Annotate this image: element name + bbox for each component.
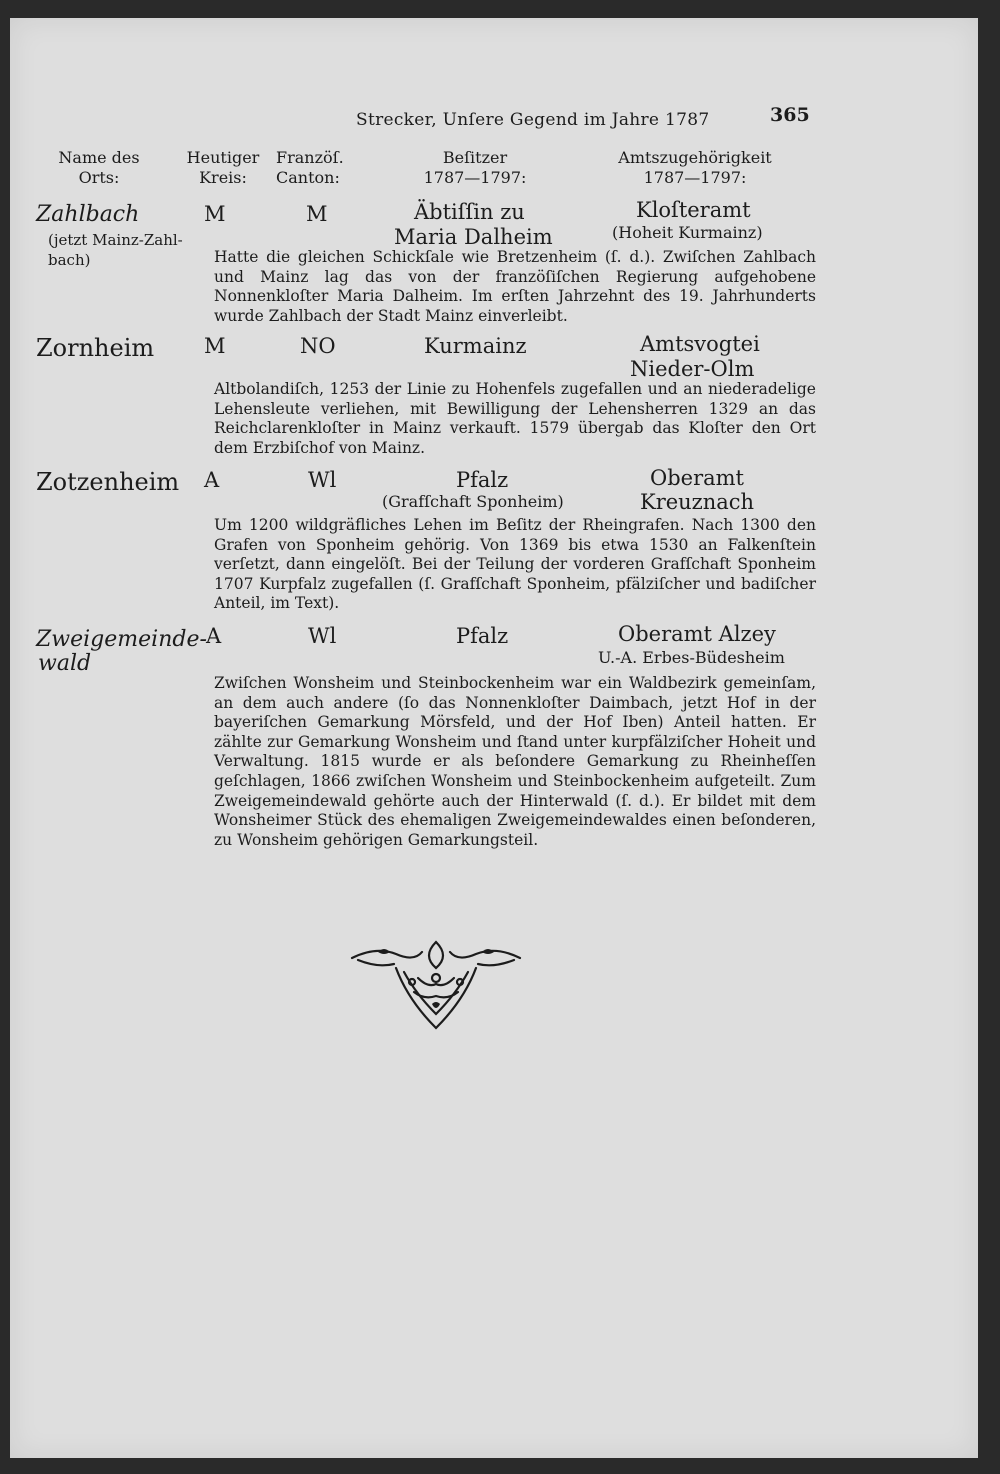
canton-value: Wl: [308, 624, 337, 648]
entry-text: Zwiſchen Wonsheim und Steinbockenheim war ein Waldbezirk gemeinſam, an dem auch andere (ſo das Nonnenkloſter Daimbach, jetzt Hof in der bayeriſchen Gemarkung Mörsfeld, und der Hof Iben) Anteil hatten. Er zählte zur Gemarkung Wonsheim und ſtand unter kurpfälziſcher Hoheit und Verwaltung. 1815 wurde er als beſondere Gemarkung zu Rheinheſſen geſchlagen, 1866 zwiſchen Wonsheim und Steinbockenheim aufgeteilt. Zum Zweigemeindewald gehörte auch der Hinterwald (ſ. d.). Er bildet mit dem Wonsheimer Stück des ehemaligen Zweigemeindewaldes einen beſonderen, zu Wonsheim gehörigen Gemarkungsteil.: [214, 674, 816, 849]
book-page: [10, 18, 978, 1458]
header-kreis: Heutiger Kreis:: [186, 148, 260, 187]
amt-line: Oberamt: [650, 466, 744, 490]
place-name: Zornheim: [36, 334, 155, 362]
canton-value: M: [306, 202, 328, 226]
besitzer-line: Kurmainz: [424, 334, 527, 358]
ornament-vignette-icon: [348, 938, 524, 1034]
kreis-value: A: [206, 624, 222, 648]
header-name: Name des Orts:: [58, 148, 140, 187]
besitzer-line: Maria Dalheim: [394, 225, 553, 249]
amt-line: Oberamt Alzey: [618, 622, 776, 646]
amt-line: U.-A. Erbes-Büdesheim: [598, 648, 785, 667]
besitzer-line: Pfalz: [456, 468, 509, 492]
besitzer-line: Äbtiſſin zu: [414, 200, 525, 224]
amt-line: Amtsvogtei: [640, 332, 760, 356]
entry-text: Hatte die gleichen Schickſale wie Bretzenheim (ſ. d.). Zwiſchen Zahlbach und Mainz lag das von der franzöſiſchen Regierung aufgehobene Nonnenkloſter Maria Dalheim. Im erſten Jahrzehnt des 19. Jahrhunderts wurde Zahlbach der Stadt Mainz einverleibt.: [214, 248, 816, 325]
entry-text: Um 1200 wildgräfliches Lehen im Beſitz der Rheingrafen. Nach 1300 den Grafen von Sponheim gehörig. Von 1369 bis etwa 1530 an Falkenſtein verſetzt, dann eingelöſt. Bei der Teilung der vorderen Grafſchaft Sponheim 1707 Kurpfalz zugefallen (ſ. Grafſchaft Sponheim, pfälziſcher und badiſcher Anteil, im Text).: [214, 516, 816, 613]
canton-value: Wl: [308, 468, 337, 492]
amt-line: (Hoheit Kurmainz): [612, 223, 763, 242]
place-note: (jetzt Mainz-Zahl- bach): [48, 231, 183, 269]
entry-text: Altbolandiſch, 1253 der Linie zu Hohenfels zugefallen und an niederadelige Lehensleute verliehen, mit Bewilligung der Lehensherren 1329 an das Reichclarenkloſter in Mainz verkauft. 1579 übergab das Kloſter den Ort dem Erzbiſchof von Mainz.: [214, 380, 816, 457]
place-name: Zweigemeinde- wald: [36, 627, 207, 676]
amt-line: Kreuznach: [640, 490, 755, 514]
header-canton: Franzöſ. Canton:: [276, 148, 344, 187]
besitzer-line: (Grafſchaft Sponheim): [382, 492, 564, 511]
canton-value: NO: [300, 334, 336, 358]
header-besitzer: Beſitzer 1787—1797:: [423, 148, 527, 187]
running-title: Strecker, Unſere Gegend im Jahre 1787: [356, 110, 710, 130]
kreis-value: M: [204, 202, 226, 226]
amt-line: Kloſteramt: [636, 198, 751, 222]
header-amt: Amtszugehörigkeit 1787—1797:: [618, 148, 772, 187]
page-number: 365: [770, 104, 810, 126]
besitzer-line: Pfalz: [456, 624, 509, 648]
kreis-value: A: [204, 468, 220, 492]
amt-line: Nieder-Olm: [630, 357, 755, 381]
place-name: Zahlbach: [36, 202, 140, 227]
kreis-value: M: [204, 334, 226, 358]
place-name: Zotzenheim: [36, 468, 180, 496]
